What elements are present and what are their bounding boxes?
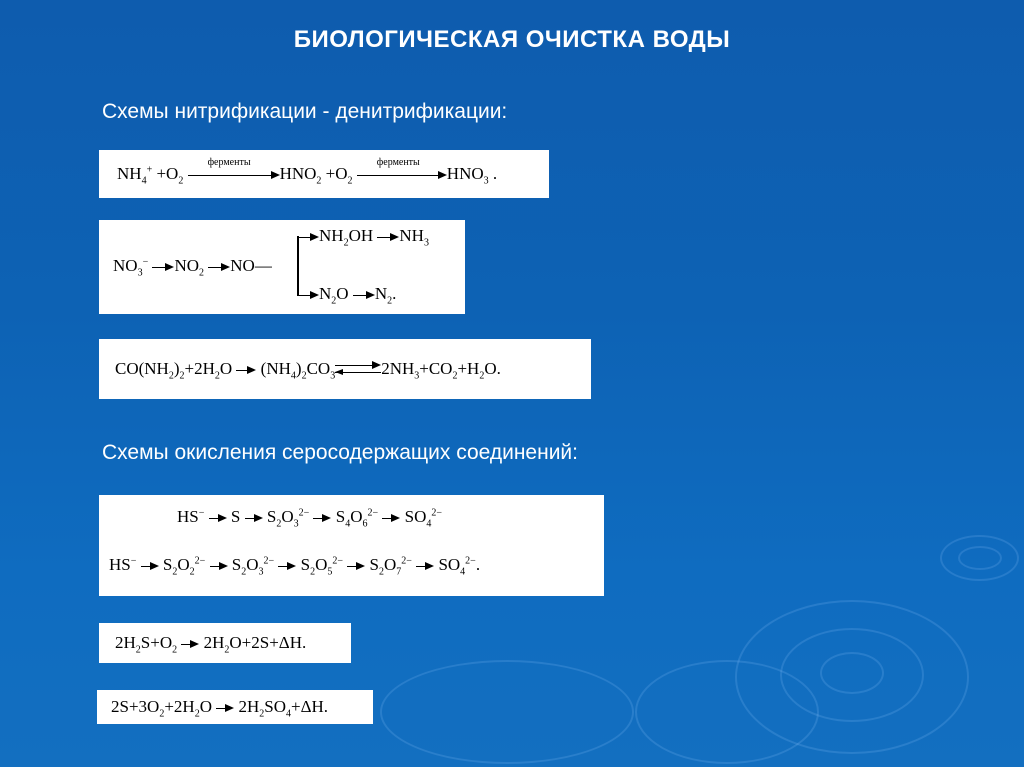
arrow-icon [209,513,227,523]
ripple-decoration [380,660,634,764]
sulfur-oxidation-heading: Схемы окисления серосодержащих соединений: [102,441,578,464]
arrow-icon [299,232,319,242]
enzyme-label: ферменты [207,157,251,169]
arrow-icon [236,365,256,375]
arrow-icon [353,290,375,300]
page-title: БИОЛОГИЧЕСКАЯ ОЧИСТКА ВОДЫ [293,26,731,53]
arrow-icon [347,561,365,571]
arrow-icon [208,262,230,272]
arrow-icon [313,513,331,523]
h2s-oxidation-equation: $2H_2S+O_2$ $2H_2O+2S+\Delta H$. [99,623,351,663]
arrow-icon [181,639,199,649]
equilibrium-arrows-icon [335,364,381,376]
enzyme-label: ферменты [376,157,420,169]
ripple-decoration [958,546,1002,570]
arrow-icon [152,262,174,272]
ripple-decoration [635,660,819,764]
sulfur-oxidation-scheme: HS− S $S_2O_3^{2-}$ $S_4O_6^{2-}$ $SO_4^{2-}$ HS− $S_2O_2^{2-}$ $S_2O_3^{2-}$ $S_2O_5^{2-}$ $S_2O_7^{2-}$ $SO_4^{2-}$. [99,495,604,596]
urea-hydrolysis-equation: $CO(NH_2)_2+2H_2O$ $(NH_4)_2CO_3$ $2NH_3+CO_2+H_2O$. [99,339,591,399]
ripple-decoration [820,652,884,694]
arrow-icon [416,561,434,571]
arrow-icon [188,170,280,180]
arrow-icon [377,232,399,242]
arrow-icon [382,513,400,523]
arrow-icon [216,703,234,713]
denitrification-scheme: $NO_3^-$ $NO_2$ NO— $NH_2OH$ $NH_3$ $N_2O$ $N_2$. [99,220,465,314]
sulfur-to-sulfuric-acid-equation: $2S+3O_2+2H_2O$ $2H_2SO_4+\Delta H$. [97,690,373,724]
arrow-icon [210,561,228,571]
arrow-icon [278,561,296,571]
arrow-icon [357,170,447,180]
arrow-icon [141,561,159,571]
arrow-icon [245,513,263,523]
arrow-icon [299,290,319,300]
nitrification-equation: $NH_4^+ +O_2$ ферменты $HNO_2 +O_2$ ферменты $HNO_3$ . [99,150,549,198]
nitrification-heading: Схемы нитрификации - денитрификации: [102,100,508,123]
